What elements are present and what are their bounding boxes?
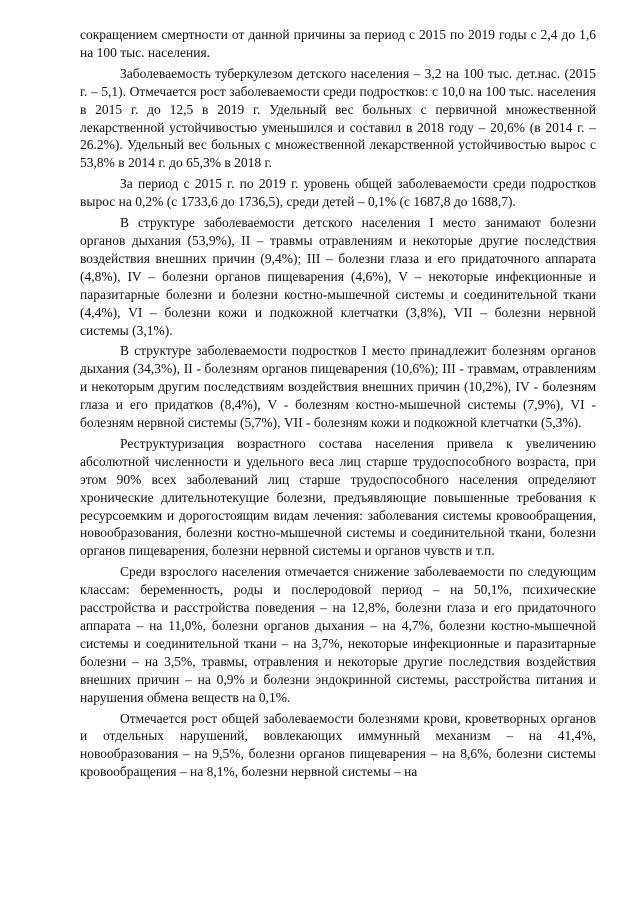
paragraph-children-structure: В структуре заболеваемости детского населения I место занимают болезни органов дыхания (53,9%), II – травмы отравлениям и некоторые другие последствия воздействия внешних причин (9,4%); III – болезни глаза и его придаточного аппарата (4,8%), IV – болезни органов пищеварения (4,6%), V – некоторые инфекционные и паразитарные болезни и болезни костно-мышечной системы и соединительной ткани (4,4%), VI – болезни кожи и подкожной клетчатки (3,8%), VII – болезни нервной системы (3,1%). bbox=[80, 215, 596, 338]
paragraph-teen-structure: В структуре заболеваемости подростков I место принадлежит болезням органов дыхания (34,3%), II - болезням органов пищеварения (10,6%); III - травмам, отравлениям и некоторым другим последствиям воздействия внешних причин (10,2%), IV - болезням глаза и его придатков (8,4%), V - болезням костно-мышечной системы (7,9%), VI - болезням нервной системы (5,7%), VII - болезням кожи и подкожной клетчатки (5,3%). bbox=[80, 343, 596, 431]
paragraph-restructuring: Реструктуризация возрастного состава населения привела к увеличению абсолютной численности и удельного веса лиц старше трудоспособного возраста, при этом 90% всех заболеваний лиц старше трудоспособного населения определяют хронические длительнотекущие болезни, предъявляющие повышенные требования к ресурсоемким и дорогостоящим видам лечения: заболевания системы кровообращения, новообразования, болезни костно-мышечной системы и соединительной ткани, болезни органов пищеварения, болезни нервной системы и органов чувств и т.п. bbox=[80, 435, 596, 559]
paragraph-continuation: сокращением смертности от данной причины за период с 2015 по 2019 годы с 2,4 до 1,6 на 100 тыс. населения. bbox=[80, 27, 596, 60]
paragraph-adult-increase: Отмечается рост общей заболеваемости болезнями крови, кроветворных органов и отдельных нарушений, вовлекающих иммунный механизм – на 41,4%, новообразования – на 9,5%, болезни органов пищеварения – на 8,6%, болезни системы кровообращения – на 8,1%, болезни нервной системы – на bbox=[80, 710, 596, 780]
paragraph-general-morbidity: За период с 2015 г. по 2019 г. уровень общей заболеваемости среди подростков вырос на 0,2% (с 1733,6 до 1736,5), среди детей – 0,1% (с 1687,8 до 1688,7). bbox=[80, 176, 596, 210]
paragraph-tuberculosis: Заболеваемость туберкулезом детского населения – 3,2 на 100 тыс. дет.нас. (2015 г. – 5,1). Отмечается рост заболеваемости среди подростков: с 10,0 на 100 тыс. населения в 2015 г. до 12,5 в 2019 г. Удельный вес больных с первичной множественной лекарственной устойчивостью уменьшился и составил в 2018 году – 20,6% (в 2014 г. – 26.2%). Удельный вес больных с множественной лекарственной устойчивостью вырос с 53,8% в 2014 г. до 65,3% в 2018 г. bbox=[80, 65, 596, 171]
document-page bbox=[80, 26, 596, 784]
paragraph-adult-decrease: Среди взрослого населения отмечается снижение заболеваемости по следующим классам: беременность, роды и послеродовой период – на 50,1%, психические расстройства и расстройства поведения – на 12,8%, болезни глаза и его придаточного аппарата – на 11,0%, болезни органов дыхания – на 4,7%, болезни костно-мышечной системы и соединительной ткани – на 3,7%, некоторые инфекционные и паразитарные болезни – на 3,5%, травмы, отравления и некоторые другие последствия воздействия внешних причин – на 0,9% и болезни эндокринной системы, расстройства питания и нарушения обмена веществ на 0,1%. bbox=[80, 564, 596, 705]
